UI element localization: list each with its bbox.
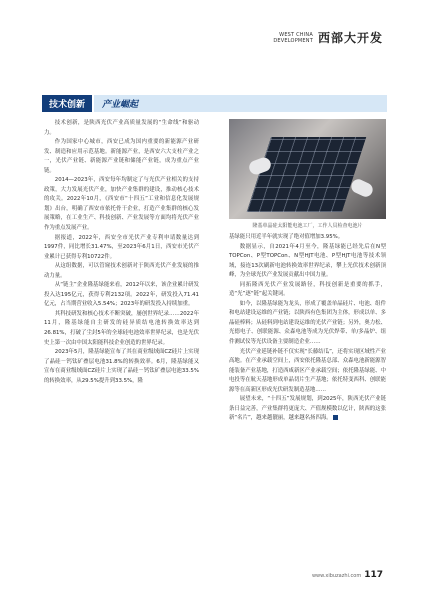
magazine-logo: 西部大开发 xyxy=(317,31,383,45)
masthead-en-line2: DEVELOPMENT xyxy=(273,37,313,44)
paragraph: 数据显示，自2021年4月至今，隆基绿能已经先后在N型TOPCon、P型TOPCon、N型HJT电池、P型HJT电池等技术领域，接连13次刷新电池转换效率世界纪录，攀上光伏技术创新顶峰，为全球光伏产业发展贡献出中国力量。 xyxy=(229,243,386,279)
paragraph: 基绿能只用近半年就实现了绝对值增加3.95%。 xyxy=(229,234,344,240)
paragraph: 如今，以隆基绿能为龙头，形成了覆盖单晶硅片、电池、组件和电站建设运维的产业链；以陕西有色集团为主体，形成以单、多晶硅棒料；从硅料到电站建设运维的光伏产业链；另外，奥力松、光德电子、创联能源、众森电池等成为光伏焊带、单/多晶炉、组件测试仪等光伏设备主要制造企业…… xyxy=(229,300,386,346)
photo-caption: 隆基单晶硅太阳能电池工厂，工作人员检查电池片 xyxy=(252,223,363,229)
paragraph: 同拓隆西光伏产业发展路径，科技创新是重要的抓手，造“光”逐“链”起关键词。 xyxy=(229,281,386,298)
solar-cell-grid xyxy=(247,137,366,212)
paragraph: 技术创新，是陕西光伏产业高质量发展的“生命线”和驱动力。 xyxy=(44,120,199,136)
page-number: 117 xyxy=(364,570,383,580)
paragraph: 作为国家中心城市，西安已成为国内重要的新能源产业研发、制造和应用示范基地。新能源产业，是西安六大支柱产业之一，光伏产业链、新能源产业链和储能产业链，成为重点产业链。 xyxy=(44,139,199,174)
masthead xyxy=(273,29,383,46)
glove-shape xyxy=(349,177,375,199)
section-tag: 技术创新 xyxy=(42,95,92,112)
masthead-english xyxy=(273,32,313,44)
page-footer xyxy=(312,570,383,580)
paragraph: 从“链主”企业隆基绿能来看，2012年以来，该企业累计研发投入达195亿元，获得专利2132项。2022年，研发投入71.41亿元，占当期营业收入5.54%；2023年的研发投入持续加重。 xyxy=(44,282,199,308)
paragraph-last xyxy=(229,395,386,424)
paragraph: 从这组数据，可以管窥技术创新对于陕西光伏产业发展的推动力量。 xyxy=(44,263,199,279)
section-header-bar xyxy=(42,95,387,112)
paragraph: 光伏产业延链补链不仅实现“长藤结瓜”，还将实现区域性产业高地。在产业承载空间上，西安依托隆基总部、众森电池新能源智能装备产业基地，打造西咸新区产业承载空间；依托隆基绿能、中电投等在航天基地形成单晶切片生产基地；依托特变西科、创联能源等在高新区形成光伏研发制造基地…… xyxy=(229,348,386,393)
end-of-article-mark xyxy=(333,415,338,420)
article-right-column xyxy=(229,233,386,424)
section-subtitle: 产业崛起 xyxy=(94,95,387,112)
article-left-column xyxy=(44,119,199,386)
solar-cell-photo xyxy=(229,119,386,219)
paragraph: 2023年5月，隆基绿能宣布了其在商业级绒面CZ硅片上实现了晶硅－钙钛矿叠层电池31.8%的转换效率。6月，隆基绿能又宣布在商业级绒面CZ硅片上实现了晶硅－钙钛矿叠层电池33.5%的转换效率，从29.5%提升到33.5%，隆 xyxy=(44,349,199,384)
paragraph: 2014—2023年，西安每年均制定了与光伏产业相关的支持政策，大力发展光伏产业，加快产业集群的建设，推动核心技术的攻关。2022年10月，《西安市“十四五”工业和信息化发展规划》出台，明确了西安市依托骨干企业，打造产业集群的核心发展策略，在工业生产、科技创新、产业发展等方面均将光伏产业作为重点发展产业。 xyxy=(44,177,199,232)
paragraph-text: 展望未来，“十四五”发展规划，到2025年，陕西光伏产业链条日益完善，产业集群将更庞大、产值规模数以亿计，陕西的这张新“名片”，越来越靓丽，越来越名扬四海。 xyxy=(229,396,386,422)
paragraph: 其科技研发和核心技术不断突破，屡创世界纪录……2022年11月，隆基绿能自主研发的硅异质结电池转换效率达到26.81%，打破了尘封5年的全球硅电池效率世界纪录，也是光伏史上第一次由中国太阳能科技企业创造的世界纪录。 xyxy=(44,310,199,346)
masthead-en-line1: WEST CHINA xyxy=(279,31,313,38)
paragraph: 据报道，2022年，西安全市光伏产业专利申请数量达到1997件，同比增长31.47%，至2023年6月1日，西安市光伏产业累计已获得专利10722件。 xyxy=(44,234,199,260)
website-url: www.xibuzazhi.com xyxy=(311,573,362,579)
